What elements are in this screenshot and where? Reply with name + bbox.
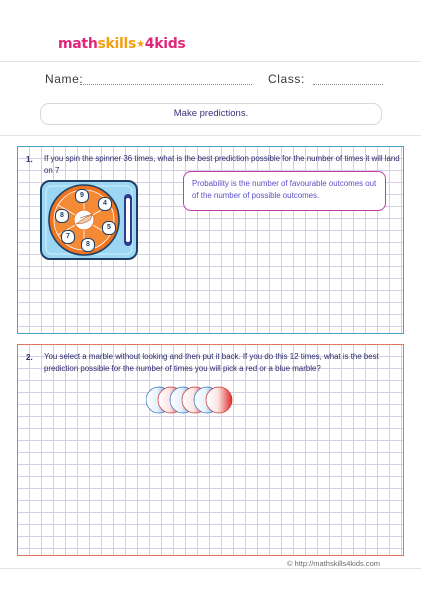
spinner-number: 7 [61,230,75,244]
question-2-box [17,344,404,556]
section-divider [0,135,421,136]
probability-hint: Probability is the number of favourable outcomes out of the number of possible outcomes. [183,171,386,211]
star-icon: ★ [136,39,145,50]
class-label: Class: [268,72,305,86]
question-1-number: 1. [26,155,33,164]
spinner-illustration [40,180,138,260]
question-2-text: You select a marble without looking and then put it back. If you do this 12 times, what is the best prediction possible for the number of times you will pick a red or a blue marble? [44,352,379,373]
name-label: Name: [45,72,84,86]
question-1-box [17,146,404,334]
spinner-number: 8 [55,209,69,223]
question-1-text: If you spin the spinner 36 times, what is the best prediction possible for the number of times it will land on 7 [44,154,400,175]
spinner-number: 5 [102,221,116,235]
spinner-number: 8 [81,238,95,252]
name-line[interactable] [80,84,252,85]
site-logo: mathskills★4kids [58,36,186,52]
marbles-icon [146,385,236,415]
instruction-banner: Make predictions. [40,103,382,125]
footer-divider [0,568,421,569]
red-marble [206,387,232,413]
marble-group [146,385,236,415]
spinner-number: 4 [98,197,112,211]
spinner-number: 9 [75,189,89,203]
class-line[interactable] [313,84,383,85]
question-2-number: 2. [26,353,33,362]
header-divider [0,61,421,62]
footer-credit: © http://mathskills4kids.com [284,559,383,568]
